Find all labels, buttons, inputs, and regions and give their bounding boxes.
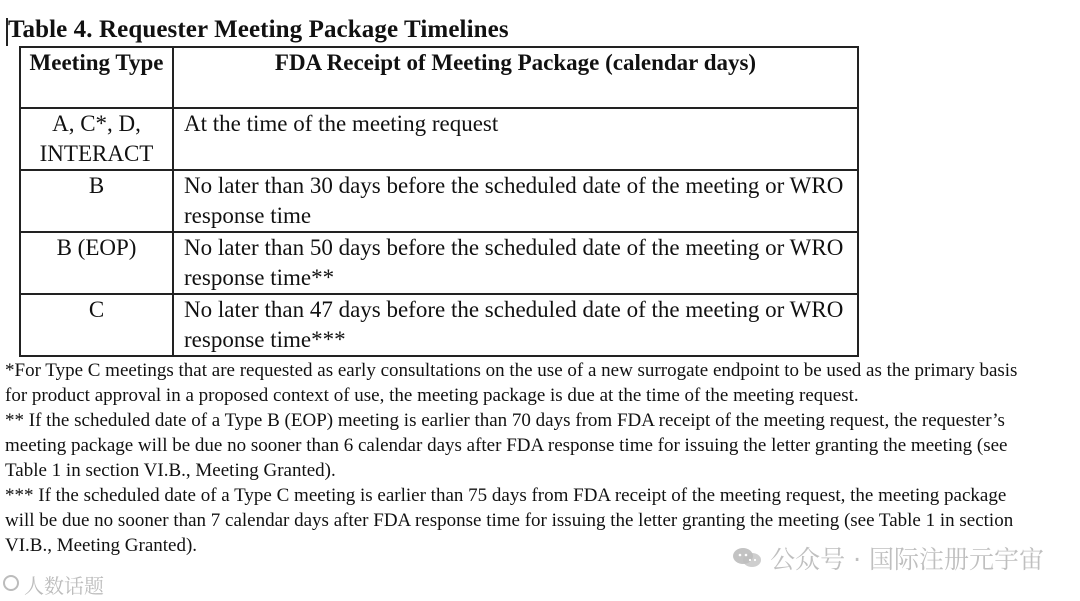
table-header-row [20, 47, 858, 108]
watermark [732, 540, 1044, 576]
receipt-cell: No later than 47 days before the scheduled date of the meeting or WRO response time*** [173, 294, 858, 356]
footnote-type-c: *For Type C meetings that are requested as early consultations on the use of a new surrogate endpoint to be used as the primary basis for product approval in a proposed context of use, the meeting package is due at the time of the meeting request. [5, 360, 1018, 406]
circle-icon [2, 573, 20, 597]
column-header-meeting-type: Meeting Type [20, 47, 173, 108]
receipt-cell: No later than 50 days before the scheduled date of the meeting or WRO response time** [173, 232, 858, 294]
footnote-type-b-eop: ** If the scheduled date of a Type B (EOP) meeting is earlier than 70 days from FDA receipt of the meeting request, the requester’s meeting package will be due no sooner than 6 calendar days after FDA response time for issuing the letter granting the meeting (see Table 1 in section VI.B., Meeting Granted). [5, 410, 1008, 481]
meeting-type-cell: A, C*, D, INTERACT [20, 108, 173, 170]
table-row [20, 170, 858, 232]
meeting-type-cell: C [20, 294, 173, 356]
table-row [20, 232, 858, 294]
column-header-fda-receipt: FDA Receipt of Meeting Package (calendar days) [173, 47, 858, 108]
receipt-cell: At the time of the meeting request [173, 108, 858, 170]
watermark-left [2, 570, 104, 599]
wechat-icon [732, 546, 762, 570]
table-title: Table 4. Requester Meeting Package Timelines [8, 16, 509, 43]
table-row [20, 294, 858, 356]
meeting-package-table [19, 46, 859, 357]
receipt-cell: No later than 30 days before the scheduled date of the meeting or WRO response time [173, 170, 858, 232]
meeting-type-cell: B [20, 170, 173, 232]
table-row [20, 108, 858, 170]
footnotes [5, 358, 1035, 558]
footnote-type-c-late: *** If the scheduled date of a Type C meeting is earlier than 75 days from FDA receipt of the meeting request, the meeting package will be due no sooner than 7 calendar days after FDA response time for issuing the letter granting the meeting (see Table 1 in section VI.B., Meeting Granted). [5, 485, 1014, 556]
watermark-text: 公众号 · 国际注册元宇宙 [770, 545, 1044, 574]
watermark-left-text: 人数话题 [24, 574, 104, 598]
meeting-type-cell: B (EOP) [20, 232, 173, 294]
